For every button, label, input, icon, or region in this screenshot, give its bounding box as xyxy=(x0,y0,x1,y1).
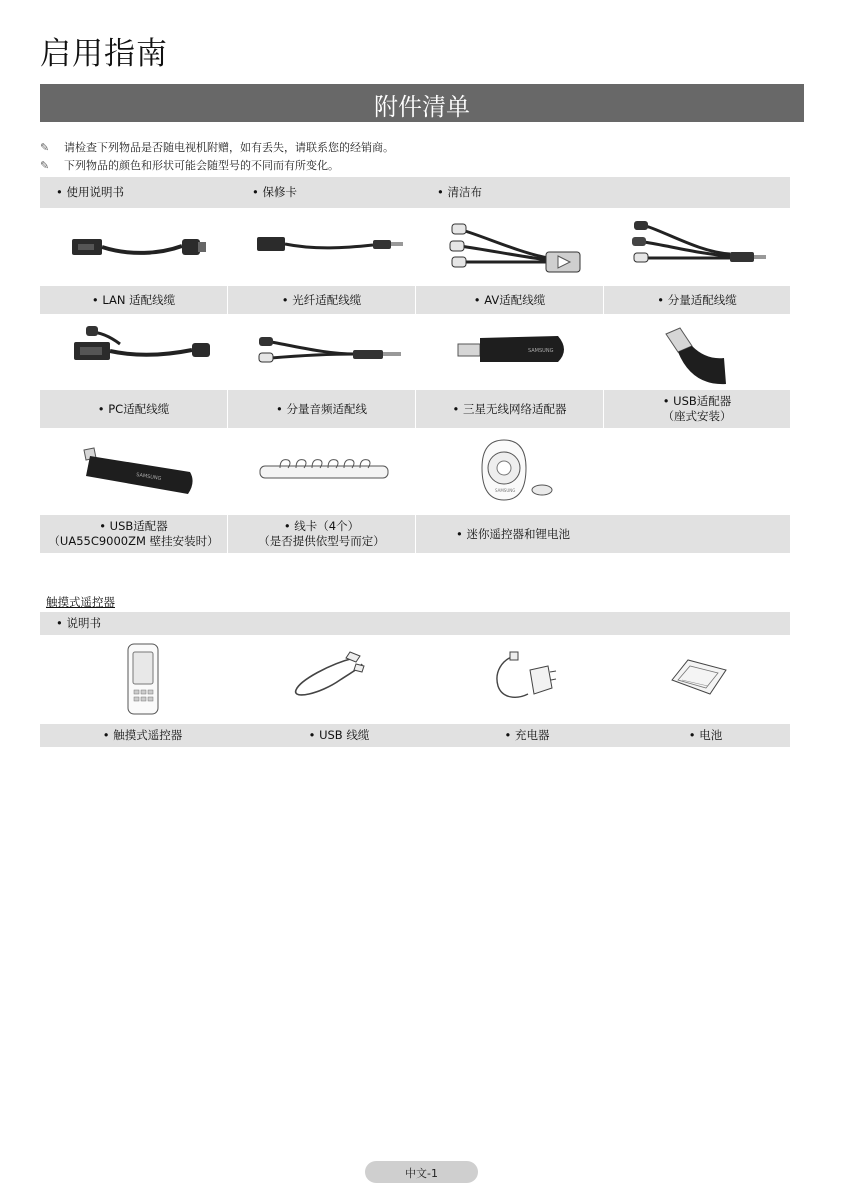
page-number: 中文-1 xyxy=(405,1167,438,1180)
optical-adapter-cable-image xyxy=(255,234,405,258)
page-title: 启用指南 xyxy=(40,36,168,72)
cell-divider xyxy=(415,515,416,553)
pencil-note-icon: ✎ xyxy=(40,159,50,172)
image-row-misc xyxy=(40,432,790,512)
item-battery: • 电池 xyxy=(688,728,723,742)
item-lan-adapter-cable: • LAN 适配线缆 xyxy=(91,292,176,307)
item-touch-remote-manual: • 说明书 xyxy=(56,616,101,630)
item-touch-remote: • 触摸式遥控器 xyxy=(102,728,183,742)
section-banner xyxy=(40,84,804,122)
usb-cable-image xyxy=(290,650,366,700)
item-optical-adapter-cable: • 光纤适配线缆 xyxy=(281,292,362,307)
image-row-cables xyxy=(40,214,790,282)
samsung-logo-text: SAMSUNG xyxy=(135,472,162,482)
cable-holder-image xyxy=(258,456,392,482)
accessory-row-touch-manual xyxy=(40,612,790,635)
item-pc-adapter-cable: • PC适配线缆 xyxy=(97,401,170,416)
lan-adapter-cable-image xyxy=(70,234,210,264)
item-av-adapter-cable: • AV适配线缆 xyxy=(473,292,546,307)
item-charger: • 充电器 xyxy=(504,728,550,742)
accessory-row-misc xyxy=(40,515,790,553)
pc-adapter-cable-image xyxy=(72,324,212,372)
touch-remote-image xyxy=(126,642,160,716)
wireless-lan-adapter-image xyxy=(458,332,570,366)
banner-title: 附件清单 xyxy=(374,93,470,121)
note-1 xyxy=(40,139,394,155)
samsung-logo-text: SAMSUNG xyxy=(528,348,554,354)
mini-remote-battery-image xyxy=(478,438,558,504)
touch-remote-section-title: 触摸式遥控器 xyxy=(46,595,115,609)
item-user-manual: • 使用说明书 xyxy=(56,185,124,199)
item-cleaning-cloth: • 清洁布 xyxy=(437,185,482,199)
item-usb-stand-adapter: • USB适配器 （座式安装） xyxy=(662,394,732,423)
note-text: 请检查下列物品是否随电视机附赠，如有丢失，请联系您的经销商。 xyxy=(64,141,394,154)
battery-image xyxy=(668,656,728,698)
component-adapter-cable-image xyxy=(630,216,770,266)
item-mini-remote-and-battery: • 迷你遥控器和锂电池 xyxy=(456,526,570,541)
page-number-badge xyxy=(365,1161,478,1183)
accessory-row-cables xyxy=(40,286,790,314)
item-cable-holder: • 线卡（4个） （是否提供依型号而定） xyxy=(258,519,385,548)
image-row-touch-remote xyxy=(40,638,790,722)
item-warranty-card: • 保修卡 xyxy=(252,185,297,199)
note-2 xyxy=(40,157,339,173)
accessory-row-documents xyxy=(40,177,790,208)
av-adapter-cable-image xyxy=(448,216,583,276)
image-row-adapters xyxy=(40,320,790,386)
note-text: 下列物品的颜色和形状可能会随型号的不同而有所变化。 xyxy=(64,159,339,172)
usb-wall-adapter-image xyxy=(80,446,196,498)
item-usb-wall-adapter: • USB适配器 （UA55C9000ZM 壁挂安装时） xyxy=(48,519,219,548)
accessory-row-touch-remote xyxy=(40,724,790,747)
accessory-row-adapters xyxy=(40,390,790,428)
usb-stand-adapter-image xyxy=(662,326,732,388)
item-usb-cable: • USB 线缆 xyxy=(308,728,370,742)
component-audio-adapter-cable-image xyxy=(255,334,405,366)
item-component-adapter-cable: • 分量适配线缆 xyxy=(657,292,737,307)
item-wireless-lan-adapter: • 三星无线网络适配器 xyxy=(452,401,567,416)
item-component-audio-adapter: • 分量音频适配线 xyxy=(276,401,367,416)
charger-image xyxy=(492,652,556,704)
samsung-logo-text: SAMSUNG xyxy=(495,488,516,493)
pencil-note-icon: ✎ xyxy=(40,141,50,154)
